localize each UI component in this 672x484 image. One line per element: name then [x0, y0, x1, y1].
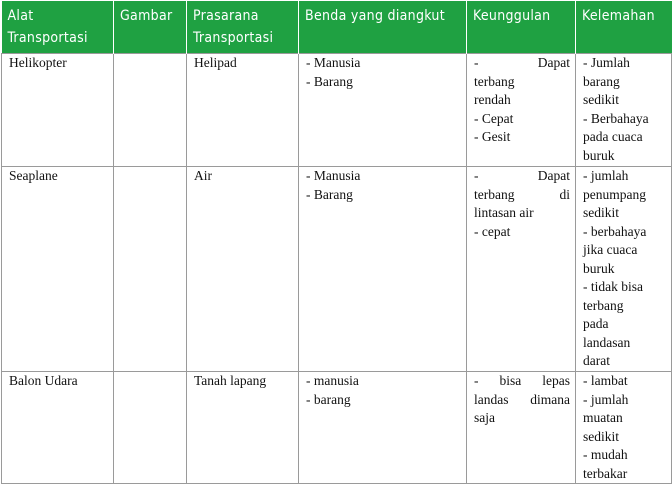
table-row [2, 54, 672, 167]
kelemahan-line: - Berbahaya [583, 110, 649, 126]
kelemahan-line: pada [583, 316, 609, 331]
kelemahan-line: sedikit [583, 92, 619, 107]
keunggulan-line: - Dapat [474, 55, 570, 70]
keunggulan-line: landas dimana [474, 391, 570, 407]
keunggulan-line: - Gesit [474, 129, 511, 144]
keunggulan-line: - cepat [474, 223, 511, 239]
cell-alat: Balon Udara [2, 372, 114, 484]
header-alat-line-2: Transportasi [7, 30, 88, 46]
keunggulan-line: - bisa lepas [474, 373, 570, 388]
kelemahan-line: buruk [583, 147, 615, 163]
cell-benda [299, 54, 467, 167]
benda-item: - manusia [306, 373, 359, 388]
keunggulan-line: - Dapat [474, 168, 570, 183]
header-kelemahan: Kelemahan [576, 1, 672, 54]
cell-alat: Seaplane [2, 167, 114, 372]
table-row [2, 372, 672, 484]
cell-prasarana: Air [187, 167, 299, 372]
cell-kelemahan [576, 54, 672, 167]
benda-item: - Barang [306, 186, 353, 202]
cell-kelemahan [576, 167, 672, 372]
cell-keunggulan [467, 167, 576, 372]
benda-item: - Manusia [306, 55, 361, 70]
kelemahan-line: - berbahaya [583, 223, 647, 239]
keunggulan-line: saja [474, 410, 495, 425]
kelemahan-line: - jumlah [583, 168, 629, 183]
header-alat-transportasi [2, 1, 114, 54]
kelemahan-line: penumpang [583, 186, 646, 202]
kelemahan-line: muatan [583, 410, 623, 425]
kelemahan-line: sedikit [583, 428, 619, 444]
cell-prasarana: Helipad [187, 54, 299, 167]
keunggulan-line: lintasan air [474, 205, 534, 220]
cell-keunggulan [467, 54, 576, 167]
kelemahan-line: pada cuaca [583, 129, 643, 144]
kelemahan-line: sedikit [583, 205, 619, 220]
header-row [2, 1, 672, 54]
header-prasarana-line-2: Transportasi [193, 30, 274, 46]
kelemahan-line: buruk [583, 260, 615, 276]
benda-item: - Manusia [306, 168, 361, 183]
cell-gambar [114, 372, 187, 484]
keunggulan-line: - Cepat [474, 110, 514, 126]
keunggulan-line: rendah [474, 92, 511, 107]
cell-kelemahan [576, 372, 672, 484]
header-alat-line-1: Alat [7, 8, 34, 24]
kelemahan-line: terbakar [583, 465, 628, 481]
cell-gambar [114, 167, 187, 372]
header-gambar: Gambar [114, 1, 187, 54]
kelemahan-line: - Jumlah [583, 55, 630, 70]
kelemahan-line: - tidak bisa [583, 279, 643, 294]
table-row [2, 167, 672, 372]
cell-prasarana: Tanah lapang [187, 372, 299, 484]
benda-item: - barang [306, 391, 351, 407]
header-keunggulan: Keunggulan [467, 1, 576, 54]
benda-item: - Barang [306, 73, 353, 89]
keunggulan-line: terbang di [474, 186, 570, 202]
cell-benda [299, 372, 467, 484]
cell-benda [299, 167, 467, 372]
kelemahan-line: jika cuaca [583, 242, 638, 257]
transport-table [1, 1, 672, 484]
cell-gambar [114, 54, 187, 167]
kelemahan-line: - lambat [583, 373, 628, 388]
kelemahan-line: - mudah [583, 447, 628, 462]
kelemahan-line: landasan [583, 334, 631, 350]
kelemahan-line: terbang [583, 297, 624, 313]
cell-alat: Helikopter [2, 54, 114, 167]
header-prasarana-line-1: Prasarana [193, 8, 259, 24]
keunggulan-line: terbang [474, 73, 515, 89]
header-prasarana-transportasi [187, 1, 299, 54]
header-benda-yang-diangkut: Benda yang diangkut [299, 1, 467, 54]
kelemahan-line: darat [583, 353, 610, 368]
kelemahan-line: barang [583, 73, 620, 89]
cell-keunggulan [467, 372, 576, 484]
kelemahan-line: - jumlah [583, 391, 629, 407]
